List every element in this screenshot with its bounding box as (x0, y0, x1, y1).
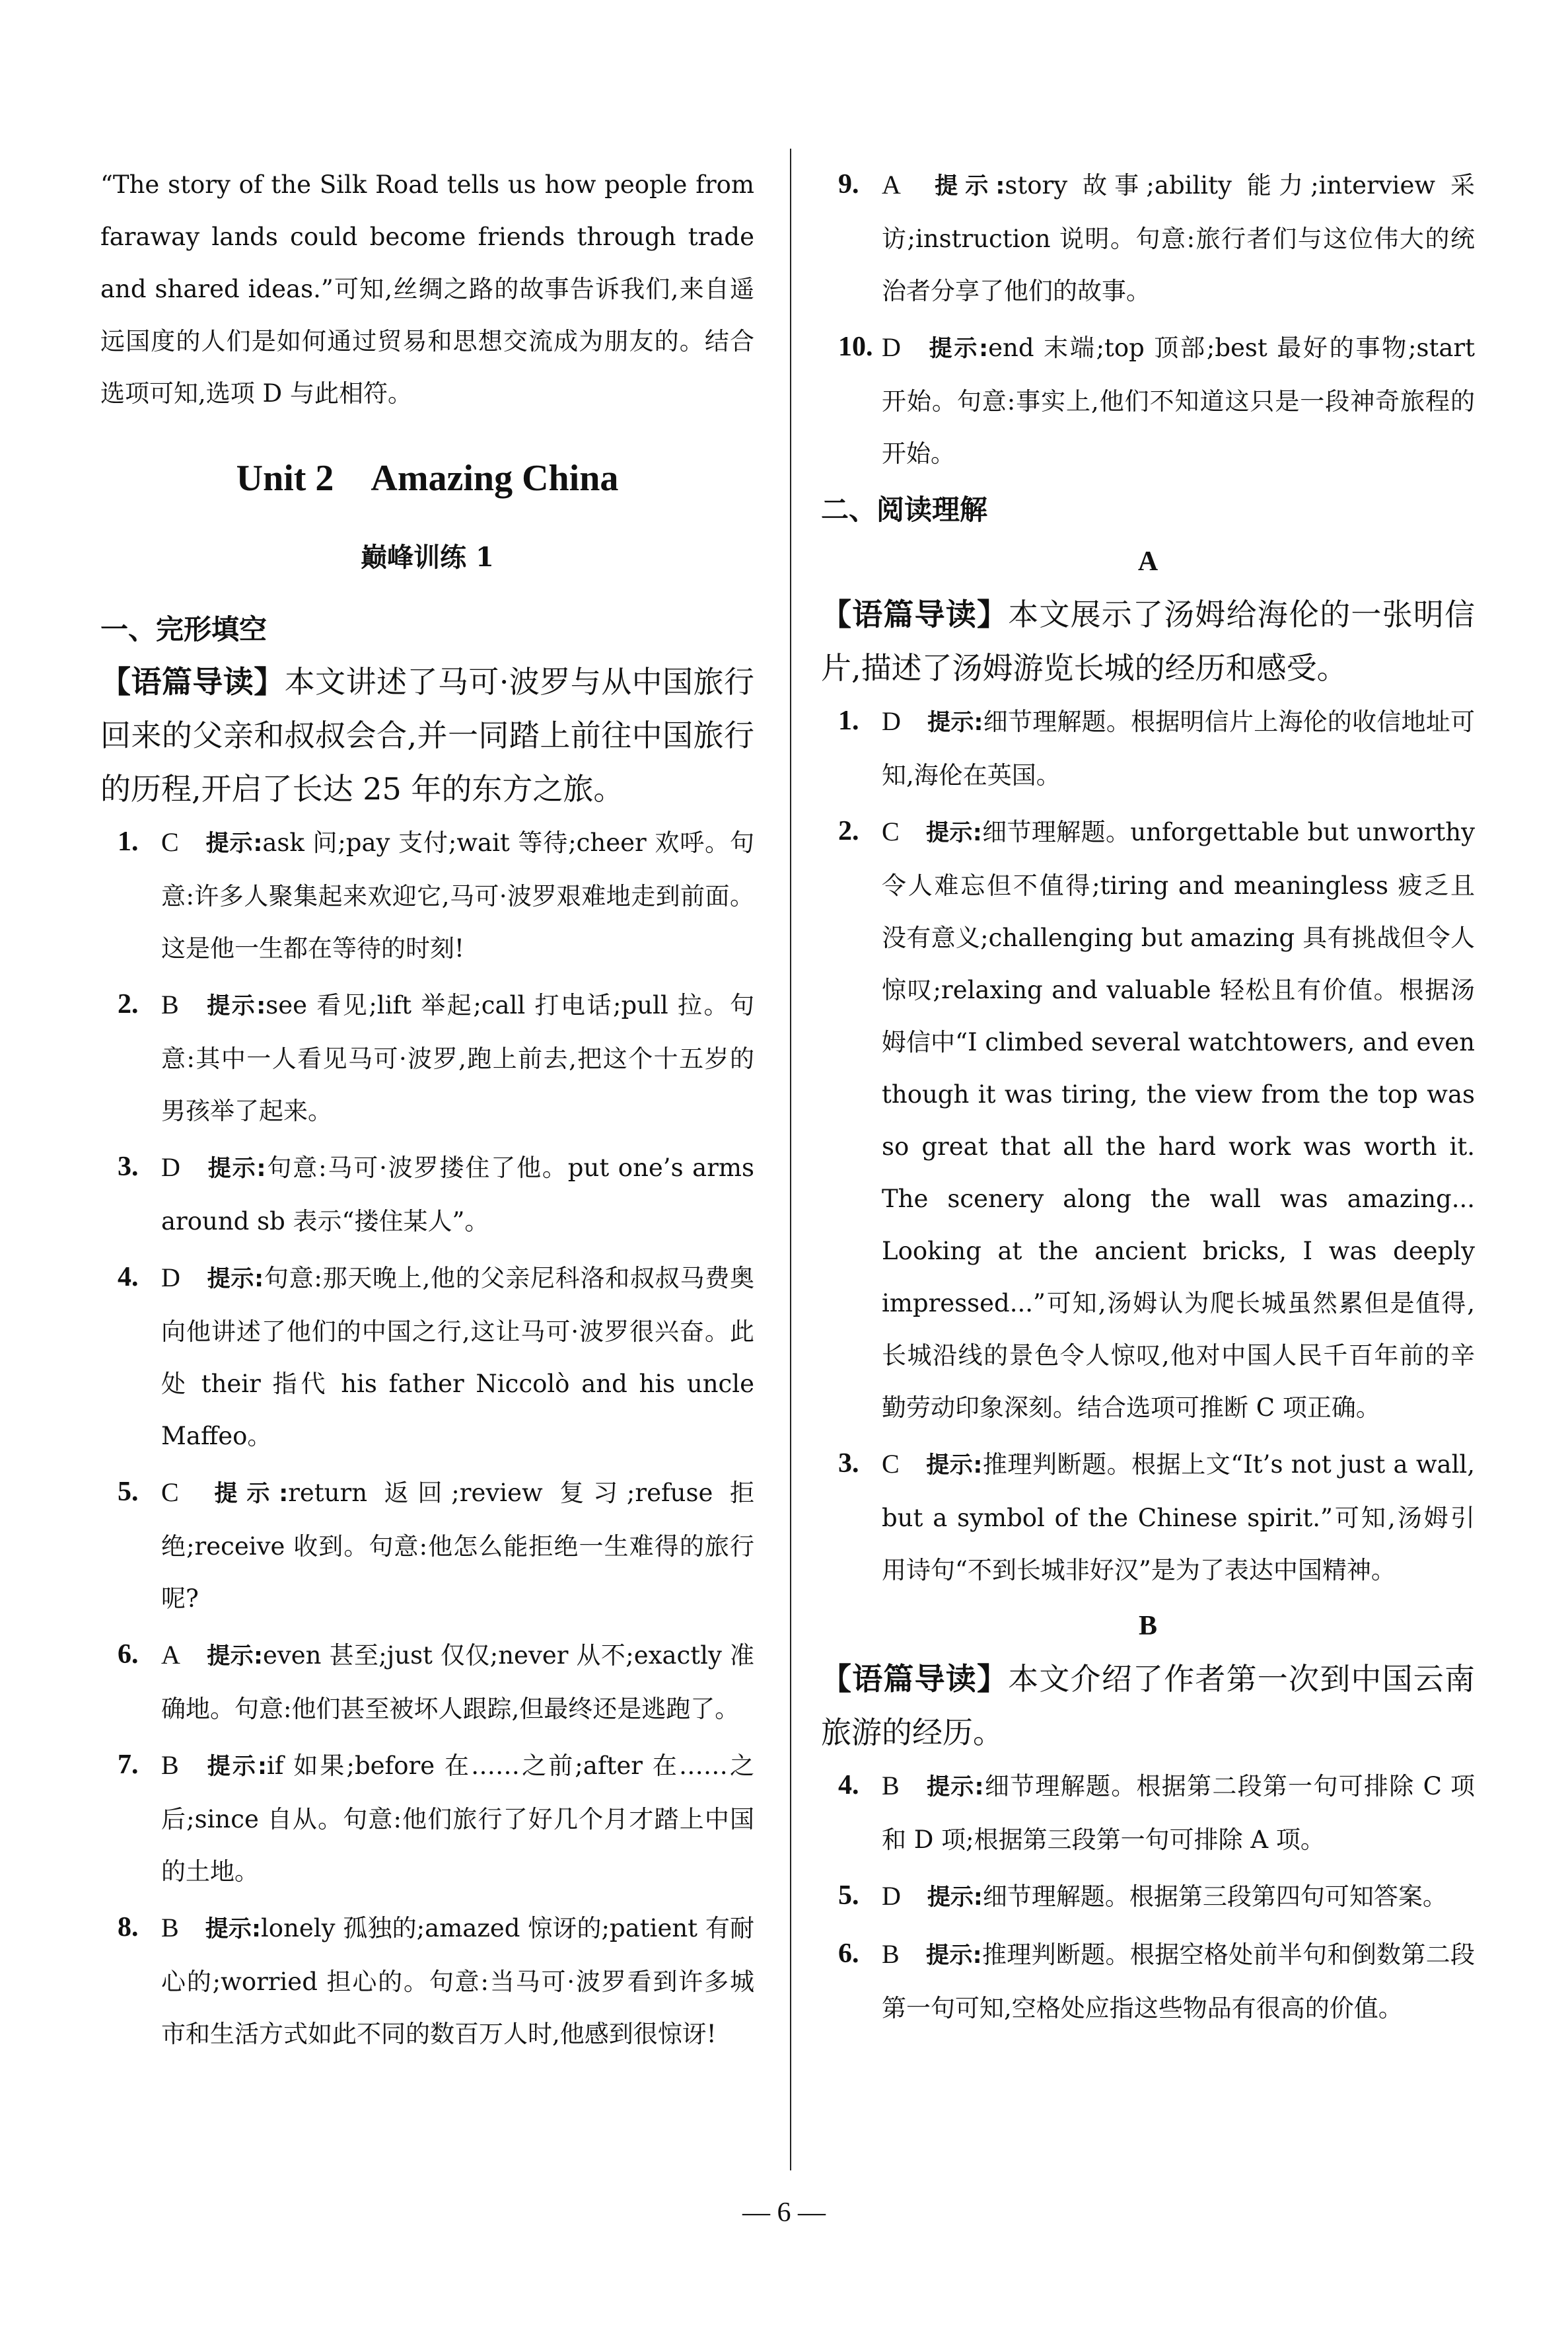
page-number: — 6 — (742, 2197, 826, 2228)
question-number: 6. (118, 1639, 139, 1670)
answer-item (100, 1901, 754, 2060)
answer-item (821, 1928, 1475, 2034)
hint-label: 提示: (205, 1916, 261, 1942)
passage-guide-a (821, 588, 1475, 695)
hint-label: 提示: (206, 1156, 266, 1182)
answer-item (100, 816, 754, 975)
explanation-text: story 故事;ability 能力;interview 采访;instruction 说明。句意:旅行者们与这位伟大的统治者分享了他们的故事。 (882, 171, 1476, 305)
question-number: 5. (118, 1477, 139, 1507)
answer-letter: B (161, 1913, 179, 1942)
left-column (100, 159, 754, 2064)
question-number: 4. (838, 1770, 859, 1800)
question-number: 5. (838, 1880, 859, 1911)
answer-item (821, 321, 1475, 480)
explanation-text: lonely 孤独的;amazed 惊讶的;patient 有耐心的;worried 担心的。句意:当马可·波罗看到许多城市和生活方式如此不同的数百万人时,他感到很惊讶! (161, 1914, 755, 2048)
answer-item (821, 1870, 1475, 1924)
explanation-text: 细节理解题。根据第二段第一句可排除 C 项和 D 项;根据第三段第一句可排除 A 项。 (882, 1772, 1475, 1854)
answer-item (100, 978, 754, 1137)
explanation-text: end 末端;top 顶部;best 最好的事物;start 开始。句意:事实上,他们不知道这只是一段神奇旅程的开始。 (882, 334, 1475, 468)
answer-letter: D (882, 332, 901, 362)
hint-label: 提示: (205, 1481, 289, 1507)
answer-item (100, 1629, 754, 1735)
question-number: 9. (838, 169, 859, 200)
explanation-text: 细节理解题。unforgettable but unworthy 令人难忘但不值得;tiring and meaningless 疲乏且没有意义;challenging but amazing 具有挑战但令人惊叹;relaxing and valuable 轻松且有价值。根据汤姆信中“I climbed several watchtowers, and even though it was tiring, the view from the top was so great that all the hard work was worth it. The scenery along the wall was amazing... Looking at the ancient bricks, I was deeply impressed...”可知,汤姆认为爬长城虽然累但是值得,长城沿线的景色令人惊叹,他对中国人民千百年前的辛勤劳动印象深刻。结合选项可推断 C 项正确。 (882, 818, 1475, 1422)
explanation-text: if 如果;before 在……之前;after 在……之后;since 自从。句意:他们旅行了好几个月才踏上中国的土地。 (161, 1752, 754, 1886)
hint-label: 提示: (206, 1643, 263, 1670)
question-number: 2. (838, 816, 859, 846)
hint-label: 提示: (927, 173, 1005, 200)
explanation-text: 句意:那天晚上,他的父亲尼科洛和叔叔马费奥向他讲述了他们的中国之行,这让马可·波罗很兴奋。此处 their 指代 his father Niccolò and his uncle Maffeo。 (161, 1264, 754, 1450)
answer-letter: A (882, 170, 901, 200)
answer-list (100, 816, 754, 2060)
explanation-text: see 看见;lift 举起;call 打电话;pull 拉。句意:其中一人看见马可·波罗,跑上前去,把这个十五岁的男孩举了起来。 (161, 991, 754, 1125)
guide-label: 【语篇导读】 (821, 597, 1009, 632)
hint-label: 提示: (927, 710, 983, 736)
answer-list (821, 695, 1475, 1596)
question-number: 10. (838, 332, 873, 362)
question-number: 6. (838, 1938, 859, 1969)
answer-item (100, 1739, 754, 1898)
section-heading-reading: 二、阅读理解 (821, 494, 988, 526)
answer-item (821, 1438, 1475, 1596)
hint-label: 提示: (925, 1452, 983, 1479)
hint-label: 提示: (205, 830, 263, 857)
answer-letter: D (882, 706, 901, 736)
answer-list (821, 1759, 1475, 2034)
question-number: 1. (838, 706, 859, 736)
question-number: 3. (838, 1448, 859, 1479)
hint-label: 提示: (925, 1942, 982, 1969)
hint-label: 提示: (925, 1774, 984, 1800)
section-heading-cloze: 一、完形填空 (100, 613, 267, 646)
answer-letter: B (882, 1939, 900, 1969)
answer-item (821, 1759, 1475, 1866)
hint-label: 提示: (206, 1266, 264, 1292)
answer-item (821, 695, 1475, 801)
passage-label-a: A (1137, 546, 1158, 577)
intro-paragraph: “The story of the Silk Road tells us how people from faraway lands could become friends through trade and shared ideas.”可知,丝绸之路的故事告诉我们,来自遥远国度的人们是如何通过贸易和思想交流成为朋友的。结合选项可知,选项 D 与此相符。 (100, 170, 754, 408)
explanation-text: 句意:马可·波罗搂住了他。put one’s arms around sb 表示“搂住某人”。 (161, 1154, 755, 1236)
guide-text: 本文讲述了马可·波罗与从中国旅行回来的父亲和叔叔会合,并一同踏上前往中国旅行的历程,开启了长达 25 年的东方之旅。 (100, 664, 755, 807)
passage-guide-b (821, 1652, 1475, 1759)
guide-text: 本文介绍了作者第一次到中国云南旅游的经历。 (821, 1661, 1476, 1750)
explanation-text: return 返回;review 复习;refuse 拒绝;receive 收到。句意:他怎么能拒绝一生难得的旅行呢? (161, 1479, 754, 1613)
question-number: 8. (118, 1912, 139, 1942)
question-number: 1. (118, 827, 139, 857)
column-divider (790, 149, 791, 2170)
answer-item (100, 1141, 754, 1247)
answer-letter: A (161, 1640, 180, 1670)
question-number: 7. (118, 1750, 139, 1780)
answer-letter: B (161, 1750, 179, 1780)
hint-label: 提示: (927, 1884, 983, 1911)
question-number: 2. (118, 989, 139, 1019)
answer-item (821, 805, 1475, 1434)
hint-label: 提示: (925, 820, 982, 846)
guide-label: 【语篇导读】 (821, 1661, 1009, 1697)
explanation-text: 细节理解题。根据第三段第四句可知答案。 (982, 1882, 1447, 1911)
right-column (821, 159, 1475, 2038)
explanation-text: ask 问;pay 支付;wait 等待;cheer 欢呼。句意:许多人聚集起来欢迎它,马可·波罗艰难地走到前面。这是他一生都在等待的时刻! (161, 829, 754, 963)
explanation-text: 细节理解题。根据明信片上海伦的收信地址可知,海伦在英国。 (882, 708, 1476, 790)
question-number: 4. (118, 1262, 139, 1292)
answer-item (821, 159, 1475, 317)
passage-guide (100, 655, 754, 816)
answer-item (100, 1251, 754, 1462)
answer-letter: D (161, 1152, 180, 1182)
explanation-text: even 甚至;just 仅仅;never 从不;exactly 准确地。句意:他们甚至被坏人跟踪,但最终还是逃跑了。 (161, 1641, 754, 1723)
answer-letter: B (882, 1771, 900, 1800)
answer-letter: D (882, 1881, 901, 1911)
exercise-title: 巅峰训练 1 (361, 542, 494, 573)
answer-letter: C (882, 1449, 900, 1479)
answer-letter: B (161, 990, 179, 1019)
guide-label: 【语篇导读】 (100, 664, 285, 700)
answer-item (100, 1466, 754, 1625)
hint-label: 提示: (205, 993, 266, 1019)
unit-title: Unit 2 Amazing China (236, 458, 619, 499)
explanation-text: 推理判断题。根据空格处前半句和倒数第二段第一句可知,空格处应指这些物品有很高的价值。 (882, 1940, 1475, 2022)
hint-label: 提示: (205, 1753, 267, 1780)
explanation-text: 推理判断题。根据上文“It’s not just a wall, but a symbol of the Chinese spirit.”可知,汤姆引用诗句“不到长城非好汉”是为了表达中国精神。 (882, 1450, 1475, 1584)
guide-text: 本文展示了汤姆给海伦的一张明信片,描述了汤姆游览长城的经历和感受。 (821, 597, 1476, 686)
answer-letter: C (161, 1477, 179, 1507)
question-number: 3. (118, 1152, 139, 1182)
hint-label: 提示: (927, 336, 989, 362)
answer-letter: C (161, 827, 179, 857)
answer-letter: D (161, 1263, 180, 1292)
passage-label-b: B (1138, 1611, 1157, 1641)
answer-list (821, 159, 1475, 480)
answer-letter: C (882, 817, 900, 846)
